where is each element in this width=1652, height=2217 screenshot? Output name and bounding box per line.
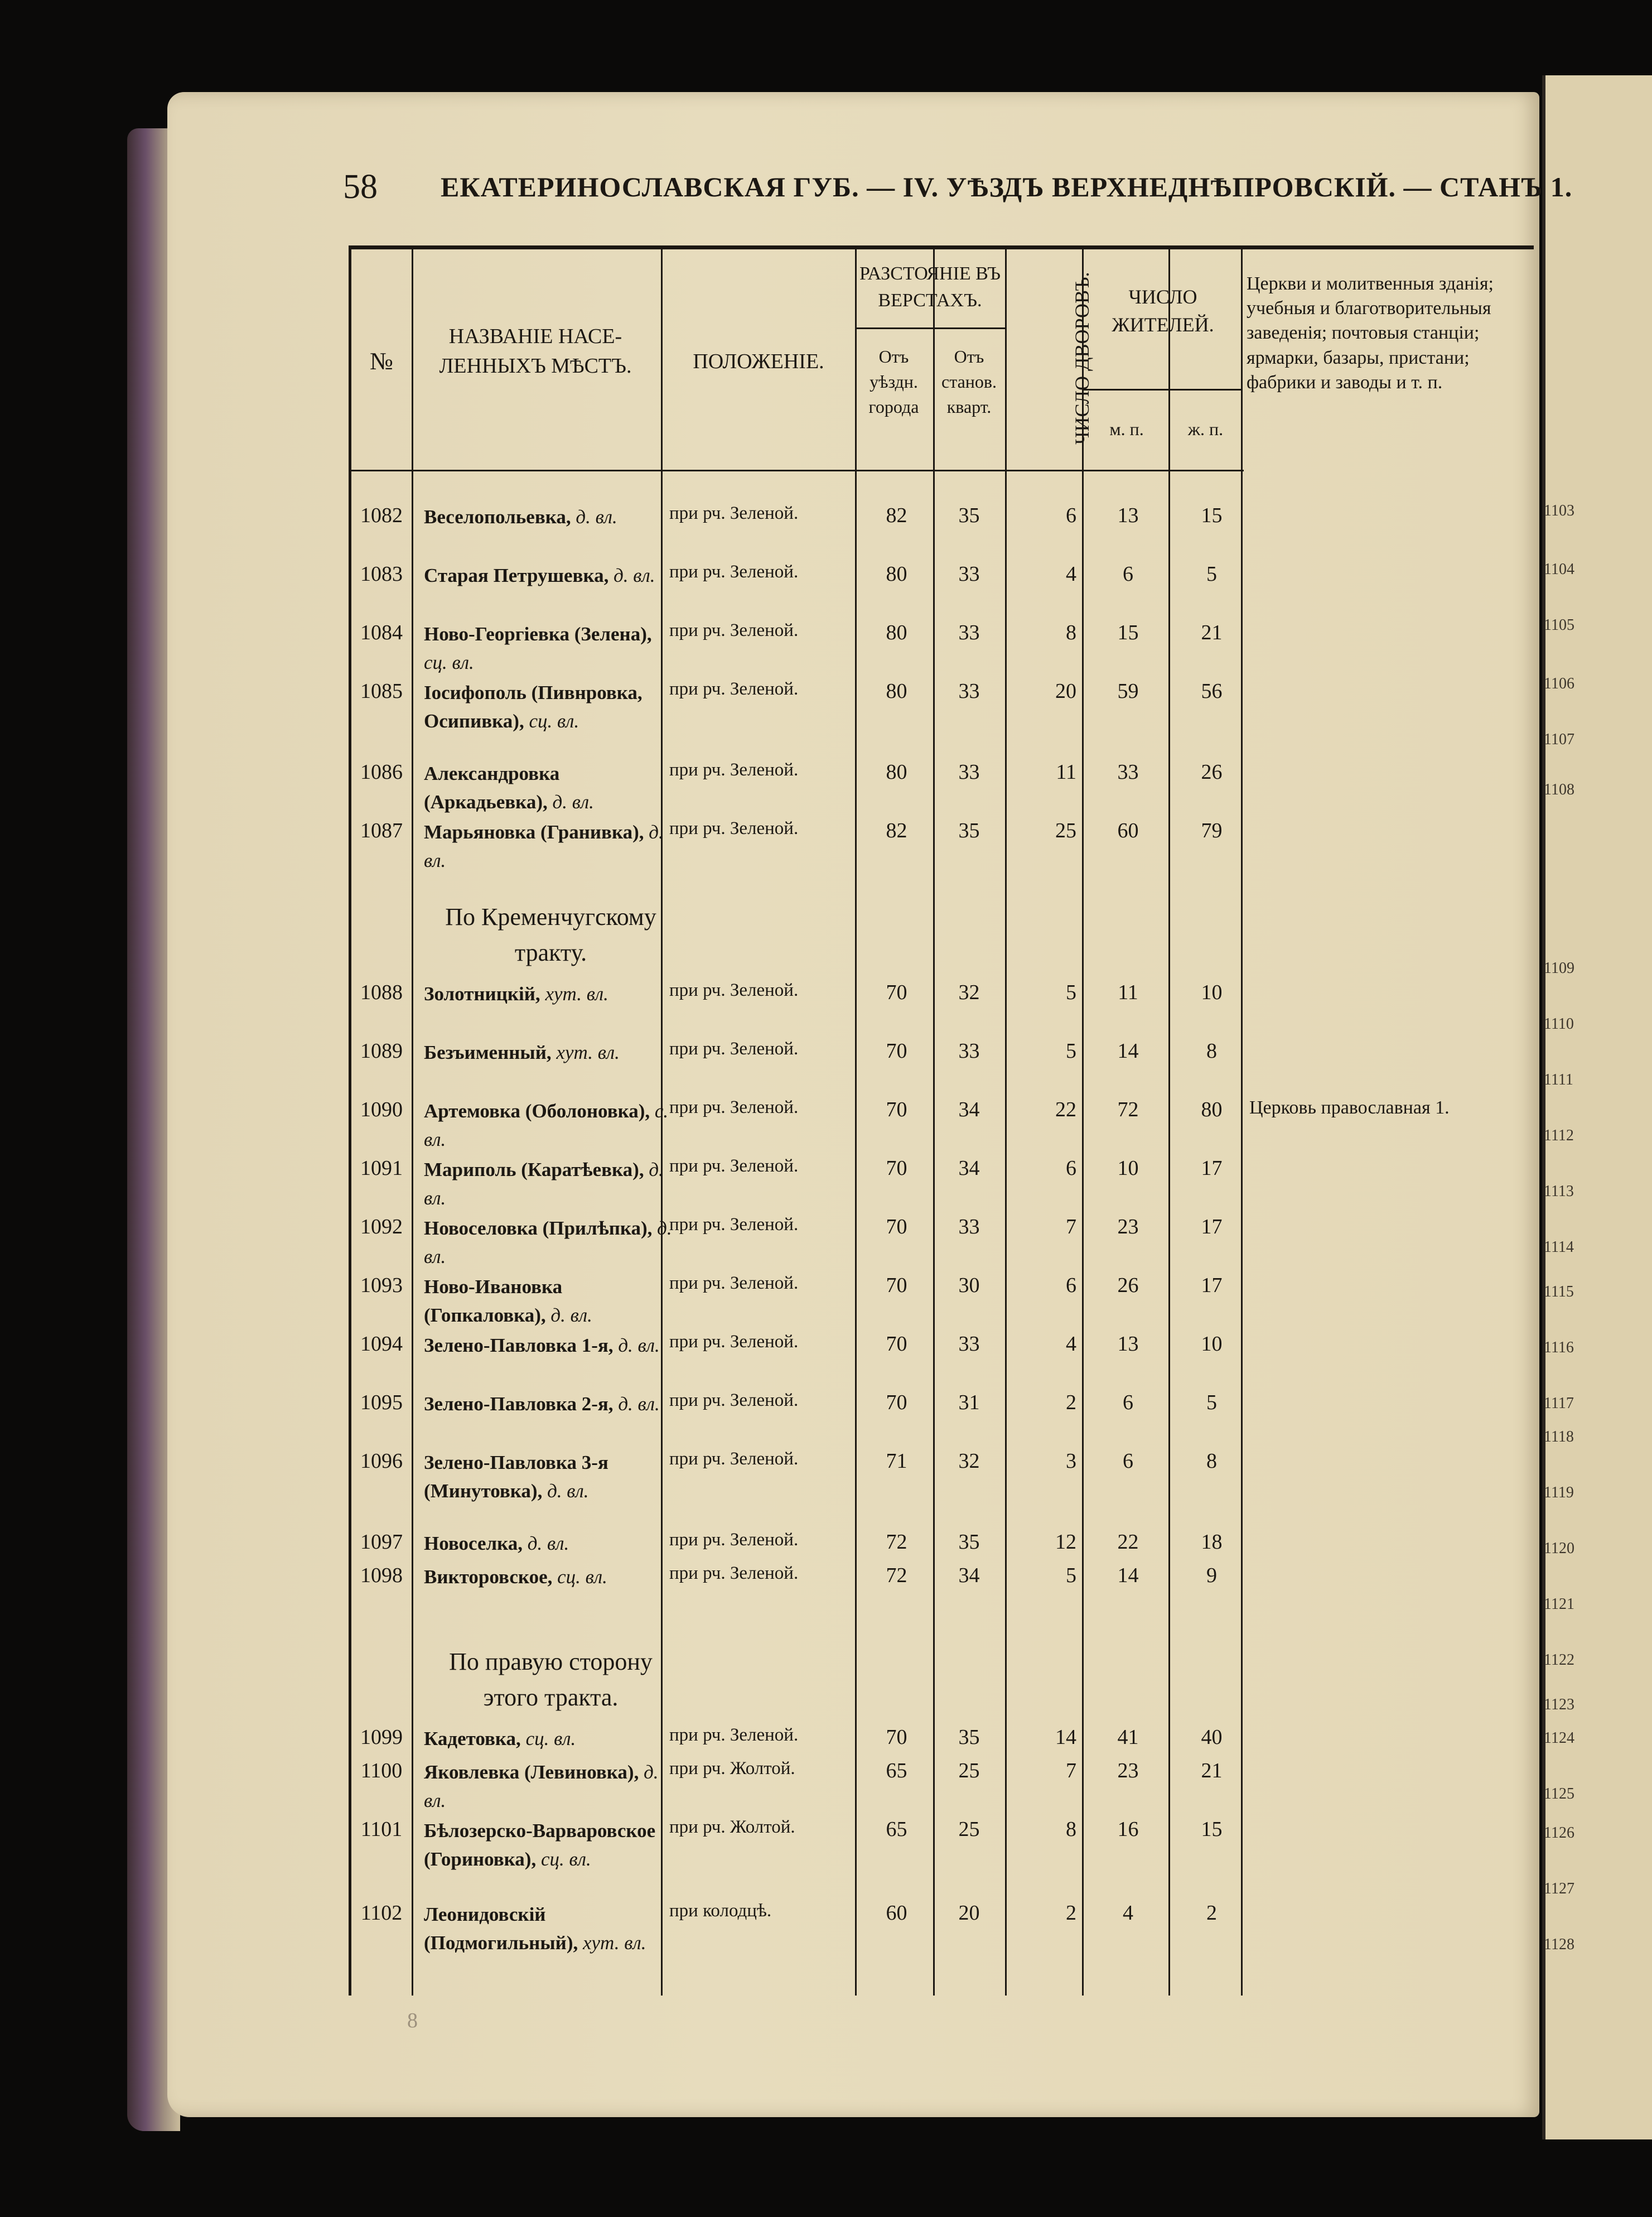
row-name: Мариполь (Каратѣевка), д. вл. (424, 1159, 664, 1209)
row-male: 59 (1117, 679, 1139, 703)
row-dist-station: 33 (958, 1215, 980, 1238)
row-dist-town: 60 (886, 1901, 907, 1925)
row-female: 15 (1201, 1818, 1223, 1841)
row-name: Ново-Ивановка (Гопкаловка), д. вл. (424, 1276, 592, 1326)
row-yards: 3 (1066, 1449, 1076, 1473)
settlements-table (349, 245, 1534, 1996)
row-position: при рч. Зеленой. (669, 1390, 799, 1410)
row-position: при рч. Зеленой. (669, 562, 799, 582)
row-male: 13 (1117, 504, 1139, 527)
row-dist-town: 80 (886, 562, 907, 586)
row-name: Зелено-Павловка 1-я, д. вл. (424, 1334, 660, 1356)
row-dist-station: 35 (958, 819, 980, 842)
next-page-number: 1117 (1544, 1395, 1574, 1412)
row-female: 15 (1201, 504, 1223, 527)
row-male: 10 (1117, 1156, 1139, 1180)
row-male: 13 (1117, 1332, 1139, 1356)
rule-inh-sub (1082, 389, 1241, 391)
row-dist-town: 72 (886, 1530, 907, 1554)
pencil-mark: 8 (407, 2009, 418, 2032)
row-name: Яковлевка (Левиновка), д. вл. (424, 1761, 659, 1811)
row-yards: 6 (1066, 1274, 1076, 1297)
row-male: 60 (1117, 819, 1139, 842)
next-page-number: 1109 (1544, 960, 1574, 977)
row-dist-town: 70 (886, 981, 907, 1004)
row-position: при рч. Зеленой. (669, 1530, 799, 1550)
row-dist-town: 72 (886, 1564, 907, 1587)
row-female: 56 (1201, 679, 1223, 703)
next-page-number: 1114 (1544, 1238, 1574, 1256)
row-name: Веселопольевка, д. вл. (424, 506, 617, 528)
row-yards: 7 (1066, 1215, 1076, 1238)
next-page-number: 1116 (1544, 1339, 1574, 1356)
col-inhabitants-header: ЧИСЛО ЖИТЕЛЕЙ. (1112, 286, 1214, 336)
row-yards: 4 (1066, 1332, 1076, 1356)
row-dist-town: 80 (886, 760, 907, 784)
row-female: 8 (1206, 1449, 1217, 1473)
row-female: 79 (1201, 819, 1223, 842)
row-female: 17 (1201, 1274, 1223, 1297)
row-yards: 6 (1066, 504, 1076, 527)
col-dist-town-header: Отъ уѣздн. города (868, 346, 919, 417)
row-yards: 5 (1066, 1039, 1076, 1063)
row-number: 1090 (360, 1098, 403, 1121)
row-number: 1101 (360, 1818, 403, 1841)
row-dist-town: 82 (886, 819, 907, 842)
row-dist-station: 34 (958, 1564, 980, 1587)
row-yards: 20 (1055, 679, 1076, 703)
next-page-number: 1123 (1544, 1696, 1574, 1713)
row-male: 11 (1118, 981, 1138, 1004)
row-name: Артемовка (Оболоновка), с. вл. (424, 1100, 669, 1150)
row-dist-town: 70 (886, 1726, 907, 1749)
row-dist-station: 35 (958, 504, 980, 527)
row-dist-station: 35 (958, 1726, 980, 1749)
running-header (346, 167, 1573, 218)
row-dist-station: 33 (958, 562, 980, 586)
row-dist-station: 33 (958, 1332, 980, 1356)
row-number: 1099 (360, 1726, 403, 1749)
row-female: 80 (1201, 1098, 1223, 1121)
row-female: 10 (1201, 1332, 1223, 1356)
row-yards: 11 (1056, 760, 1076, 784)
row-name: Новоселовка (Прилѣпка), д. вл. (424, 1217, 672, 1267)
row-yards: 12 (1055, 1530, 1076, 1554)
col-dist-station-header: Отъ станов. кварт. (941, 346, 997, 417)
row-position: при рч. Зеленой. (669, 980, 799, 1000)
row-yards: 7 (1066, 1759, 1076, 1782)
row-yards: 5 (1066, 981, 1076, 1004)
row-male: 41 (1117, 1726, 1139, 1749)
next-page-number: 1113 (1544, 1183, 1574, 1200)
row-dist-town: 70 (886, 1098, 907, 1121)
row-number: 1085 (360, 679, 403, 703)
row-male: 6 (1123, 1391, 1133, 1414)
row-position: при рч. Зеленой. (669, 760, 799, 780)
row-number: 1086 (360, 760, 403, 784)
row-dist-town: 71 (886, 1449, 907, 1473)
next-page-number: 1128 (1544, 1936, 1574, 1953)
row-female: 40 (1201, 1726, 1223, 1749)
row-position: при рч. Зеленой. (669, 503, 799, 523)
row-male: 14 (1117, 1564, 1139, 1587)
row-yards: 14 (1055, 1726, 1076, 1749)
row-female: 8 (1206, 1039, 1217, 1063)
row-male: 14 (1117, 1039, 1139, 1063)
row-number: 1094 (360, 1332, 403, 1356)
row-male: 23 (1117, 1215, 1139, 1238)
row-number: 1096 (360, 1449, 403, 1473)
next-page-number: 1119 (1544, 1484, 1574, 1501)
row-dist-town: 70 (886, 1215, 907, 1238)
row-female: 26 (1201, 760, 1223, 784)
row-name: Іосифополь (Пивнровка, Осипивка), сц. вл. (424, 682, 643, 732)
row-female: 2 (1206, 1901, 1217, 1925)
row-female: 9 (1206, 1564, 1217, 1587)
rule-yards (1082, 249, 1084, 1996)
row-name: Зелено-Павловка 2-я, д. вл. (424, 1393, 660, 1415)
next-page-number: 1121 (1544, 1596, 1574, 1613)
row-yards: 2 (1066, 1391, 1076, 1414)
row-male: 6 (1123, 562, 1133, 586)
row-male: 15 (1117, 621, 1139, 644)
row-dist-station: 35 (958, 1530, 980, 1554)
row-female: 5 (1206, 562, 1217, 586)
row-female: 10 (1201, 981, 1223, 1004)
row-dist-station: 30 (958, 1274, 980, 1297)
row-dist-station: 25 (958, 1759, 980, 1782)
rule-d2 (1005, 249, 1007, 1996)
row-number: 1088 (360, 981, 403, 1004)
row-number: 1082 (360, 504, 403, 527)
row-position: при рч. Жолтой. (669, 1758, 795, 1779)
row-male: 16 (1117, 1818, 1139, 1841)
row-number: 1087 (360, 819, 403, 842)
row-male: 22 (1117, 1530, 1139, 1554)
next-page-number: 1103 (1544, 502, 1574, 519)
section-heading: По правую сторону этого тракта. (449, 1648, 653, 1711)
row-note: Церковь православная 1. (1249, 1097, 1450, 1118)
row-position: при колодцѣ. (669, 1901, 772, 1921)
next-page-number: 1120 (1544, 1540, 1574, 1557)
row-dist-town: 70 (886, 1274, 907, 1297)
row-female: 18 (1201, 1530, 1223, 1554)
row-number: 1102 (360, 1901, 403, 1925)
next-page-number: 1111 (1544, 1071, 1573, 1088)
next-page-number: 1125 (1544, 1785, 1574, 1802)
row-yards: 5 (1066, 1564, 1076, 1587)
row-yards: 25 (1055, 819, 1076, 842)
row-number: 1098 (360, 1564, 403, 1587)
rule-header-bottom (351, 470, 1244, 471)
row-dist-town: 80 (886, 621, 907, 644)
row-yards: 4 (1066, 562, 1076, 586)
row-dist-town: 70 (886, 1156, 907, 1180)
row-male: 72 (1117, 1098, 1139, 1121)
page-number: 58 (343, 168, 378, 206)
row-dist-town: 70 (886, 1332, 907, 1356)
next-page-number: 1127 (1544, 1880, 1574, 1897)
next-page-number: 1118 (1544, 1428, 1574, 1445)
next-page-number: 1126 (1544, 1824, 1574, 1842)
row-dist-town: 65 (886, 1759, 907, 1782)
row-number: 1084 (360, 621, 403, 644)
row-female: 17 (1201, 1215, 1223, 1238)
row-dist-town: 82 (886, 504, 907, 527)
row-male: 6 (1123, 1449, 1133, 1473)
row-number: 1092 (360, 1215, 403, 1238)
col-num-header: № (370, 348, 393, 375)
row-number: 1097 (360, 1530, 403, 1554)
row-female: 21 (1201, 621, 1223, 644)
section-heading: По Кременчугскому тракту. (445, 903, 656, 966)
row-name: Старая Петрушевка, д. вл. (424, 565, 655, 586)
next-page-number: 1110 (1544, 1015, 1574, 1033)
next-page-number: 1122 (1544, 1651, 1574, 1669)
row-name: Золотницкій, хут. вл. (424, 983, 608, 1005)
row-name: Марьяновка (Гранивка), д. вл. (424, 821, 664, 871)
row-yards: 8 (1066, 621, 1076, 644)
row-dist-station: 33 (958, 621, 980, 644)
row-position: при рч. Жолтой. (669, 1817, 795, 1837)
row-position: при рч. Зеленой. (669, 620, 799, 640)
row-yards: 2 (1066, 1901, 1076, 1925)
row-number: 1100 (360, 1759, 403, 1782)
next-page-number: 1108 (1544, 781, 1574, 798)
running-title: ЕКАТЕРИНОСЛАВСКАЯ ГУБ. — IV. УѢЗДЪ ВЕРХНЕДНѢПРОВСКІЙ. — СТАНЪ 1. (441, 171, 1573, 203)
row-position: при рч. Зеленой. (669, 1097, 799, 1117)
next-page-number: 1124 (1544, 1729, 1574, 1747)
rule-mp (1168, 249, 1170, 1996)
next-page-number: 1105 (1544, 616, 1574, 634)
row-dist-station: 34 (958, 1098, 980, 1121)
row-position: при рч. Зеленой. (669, 1214, 799, 1235)
row-female: 21 (1201, 1759, 1223, 1782)
row-position: при рч. Зеленой. (669, 679, 799, 699)
row-yards: 6 (1066, 1156, 1076, 1180)
row-yards: 22 (1055, 1098, 1076, 1121)
next-page-number: 1106 (1544, 675, 1574, 692)
row-number: 1089 (360, 1039, 403, 1063)
row-dist-town: 80 (886, 679, 907, 703)
row-female: 5 (1206, 1391, 1217, 1414)
row-female: 17 (1201, 1156, 1223, 1180)
row-number: 1093 (360, 1274, 403, 1297)
row-position: при рч. Зеленой. (669, 1563, 799, 1583)
row-dist-station: 31 (958, 1391, 980, 1414)
row-name: Новоселка, д. вл. (424, 1532, 569, 1554)
row-male: 33 (1117, 760, 1139, 784)
row-position: при рч. Зеленой. (669, 1039, 799, 1059)
row-name: Ново-Георгіевка (Зелена), сц. вл. (424, 623, 652, 673)
col-distance-header: РАЗСТОЯНІЕ ВЪ ВЕРСТАХЪ. (859, 263, 1001, 311)
row-yards: 8 (1066, 1818, 1076, 1841)
row-position: при рч. Зеленой. (669, 1449, 799, 1469)
row-male: 4 (1123, 1901, 1133, 1925)
next-page-number: 1112 (1544, 1127, 1574, 1144)
row-dist-station: 33 (958, 760, 980, 784)
row-male: 23 (1117, 1759, 1139, 1782)
row-dist-town: 70 (886, 1391, 907, 1414)
row-position: при рч. Зеленой. (669, 818, 799, 838)
col-yards-header: ЧИСЛО ДВОРОВЪ. (1070, 272, 1093, 445)
col-notes-header: Церкви и молитвенныя зданія; учебныя и благотворительныя заведенія; почтовыя станціи; ярмарки, базары, пристани; фабрики и заводы и т. п. (1247, 273, 1494, 393)
rule-num (412, 249, 413, 1996)
col-male-header: м. п. (1109, 419, 1144, 439)
next-page-number: 1104 (1544, 561, 1574, 578)
row-position: при рч. Зеленой. (669, 1332, 799, 1352)
row-position: при рч. Зеленой. (669, 1273, 799, 1293)
row-name: Викторовское, сц. вл. (424, 1566, 607, 1588)
next-page-number: 1115 (1544, 1283, 1574, 1300)
row-name: Безъименный, хут. вл. (424, 1042, 620, 1063)
row-name: Бѣлозерско-Варваровское (Гориновка), сц. вл. (424, 1820, 656, 1870)
col-name-header: НАЗВАНІЕ НАСЕ-ЛЕННЫХЪ МѢСТЪ. (439, 325, 632, 378)
row-male: 26 (1117, 1274, 1139, 1297)
row-dist-station: 33 (958, 1039, 980, 1063)
row-dist-station: 32 (958, 1449, 980, 1473)
row-number: 1091 (360, 1156, 403, 1180)
row-dist-station: 32 (958, 981, 980, 1004)
row-name: Кадетовка, сц. вл. (424, 1728, 576, 1749)
row-position: при рч. Зеленой. (669, 1156, 799, 1176)
row-number: 1095 (360, 1391, 403, 1414)
col-female-header: ж. п. (1187, 419, 1224, 439)
row-name: Леонидовскій (Подмогильный), хут. вл. (424, 1903, 646, 1954)
row-dist-station: 20 (958, 1901, 980, 1925)
col-position-header: ПОЛОЖЕНІЕ. (693, 350, 824, 373)
row-dist-station: 25 (958, 1818, 980, 1841)
row-dist-town: 70 (886, 1039, 907, 1063)
row-number: 1083 (360, 562, 403, 586)
row-dist-town: 65 (886, 1818, 907, 1841)
row-name: Зелено-Павловка 3-я (Минутовка), д. вл. (424, 1452, 608, 1502)
row-name: Александровка (Аркадьевка), д. вл. (424, 763, 594, 813)
row-dist-station: 33 (958, 679, 980, 703)
next-page-number: 1107 (1544, 731, 1574, 748)
row-dist-station: 34 (958, 1156, 980, 1180)
rule-dist-sub (855, 327, 1006, 329)
row-position: при рч. Зеленой. (669, 1725, 799, 1745)
